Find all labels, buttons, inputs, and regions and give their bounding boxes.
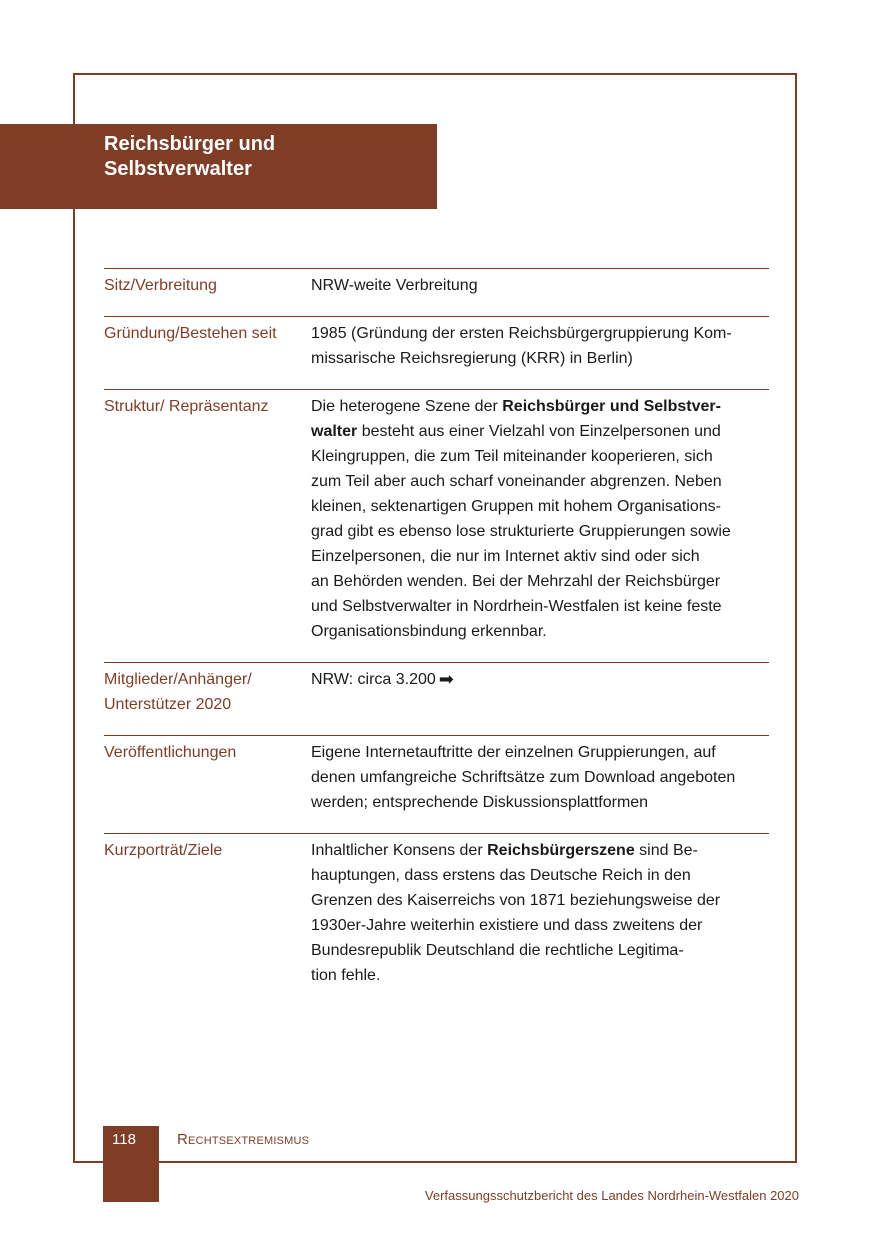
row-label: Veröffentlichungen — [104, 744, 237, 761]
footer-text: Verfassungsschutzbericht des Landes Nordrhein-Westfalen 2020 — [424, 1188, 799, 1203]
fact-table — [104, 268, 769, 1006]
title-line-1: Reichsbürger und — [104, 133, 276, 155]
table-row-mitglieder — [104, 662, 769, 735]
row-value: NRW-weite Verbreitung — [311, 277, 478, 294]
row-label: Struktur/ Repräsentanz — [104, 398, 269, 415]
table-row-sitz — [104, 268, 769, 316]
table-row-gruendung — [104, 316, 769, 389]
row-value: Die heterogene Szene der Reichsbürger und Selbstver- walter besteht aus einer Vielzahl von Einzelpersonen und Kleingruppen, die zum Teil miteinander kooperieren, sich zum Teil aber auch scharf voneinander abgrenzen. Neben kleinen, sektenartigen Gruppen mit hohem Organisations- grad gibt es ebenso lose strukturierte Gruppierungen sowie Einzelpersonen, die nur im Internet aktiv sind oder sich an Behörden wenden. Bei der Mehrzahl der Reichsbürger und Selbstverwalter in Nordrhein-Westfalen ist keine feste Organisationsbindung erkennbar. — [311, 398, 731, 640]
row-value: Inhaltlicher Konsens der Reichsbürgerszene sind Be- hauptungen, dass erstens das Deutsche Reich in den Grenzen des Kaiserreichs von 1871 beziehungsweise der 1930er-Jahre weiterhin existiere und dass zweitens der Bundesrepublik Deutschland die rechtliche Legitima- tion fehle. — [311, 842, 721, 984]
row-label: Mitglieder/Anhänger/ Unterstützer 2020 — [104, 671, 252, 713]
table-row-veroeffentlichungen — [104, 735, 769, 833]
row-value: Eigene Internetauftritte der einzelnen Gruppierungen, auf denen umfangreiche Schriftsätze zum Download angeboten werden; entsprechende Diskussionsplattformen — [311, 744, 736, 811]
row-label: Gründung/Bestehen seit — [104, 325, 277, 342]
page-title — [104, 132, 424, 182]
page-number: 118 — [112, 1131, 136, 1148]
right-arrow-icon: ➡ — [438, 669, 454, 689]
row-label: Sitz/Verbreitung — [104, 277, 217, 294]
table-row-kurzportraet — [104, 833, 769, 1006]
section-name: Rechtsextremismus — [177, 1131, 310, 1148]
title-band — [0, 124, 437, 209]
table-row-struktur — [104, 389, 769, 662]
title-line-2: Selbstverwalter — [104, 158, 252, 180]
member-count: NRW: circa 3.200 — [311, 671, 436, 688]
row-label: Kurzporträt/Ziele — [104, 842, 223, 859]
row-value — [311, 667, 769, 717]
row-value: 1985 (Gründung der ersten Reichsbürgergruppierung Kom- missarische Reichsregierung (KRR) in Berlin) — [311, 325, 732, 367]
